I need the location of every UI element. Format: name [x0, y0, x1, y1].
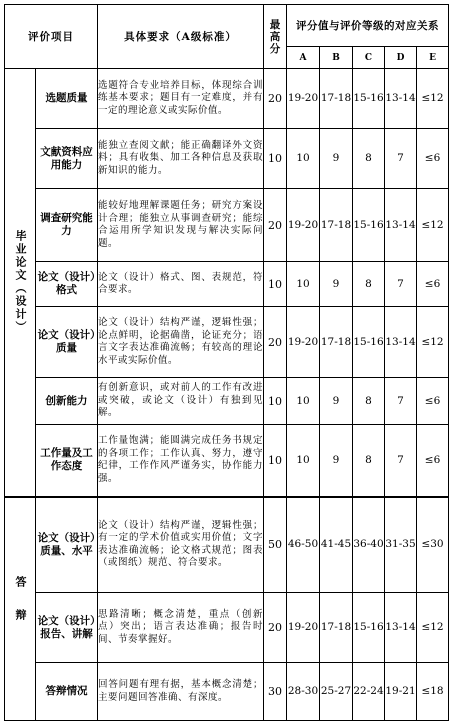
table-row [5, 262, 449, 307]
header-item: 评价项目 [5, 5, 98, 69]
header-row [5, 5, 449, 47]
item-label: 答辩情况 [36, 663, 98, 721]
requirement-text: 回答问题有理有据，基本概念清楚；主要问题回答准确、有深度。 [98, 663, 264, 721]
grade-b: 25-27 [320, 663, 353, 721]
grade-b: 17-18 [320, 189, 353, 262]
grade-e: ≤30 [417, 497, 449, 593]
max-score: 20 [264, 307, 287, 378]
level-c: C [353, 47, 385, 69]
grade-c: 15-16 [353, 189, 385, 262]
grade-a: 10 [287, 378, 320, 425]
requirement-text: 能较好地理解课题任务；研究方案设计合理；能独立从事调查研究；能综合运用所学知识发现与解决实际问题。 [98, 189, 264, 262]
grade-c: 8 [353, 129, 385, 189]
item-label: 工作量及工作态度 [36, 425, 98, 497]
grade-b: 9 [320, 425, 353, 497]
level-e: E [417, 47, 449, 69]
grade-a: 10 [287, 262, 320, 307]
grade-e: ≤12 [417, 69, 449, 129]
max-score: 10 [264, 129, 287, 189]
header-requirements: 具体要求（A级标准） [98, 5, 264, 69]
grade-e: ≤6 [417, 262, 449, 307]
item-label: 文献资料应用能力 [36, 129, 98, 189]
grade-c: 36-40 [353, 497, 385, 593]
grade-c: 8 [353, 425, 385, 497]
grade-e: ≤6 [417, 378, 449, 425]
grade-d: 13-14 [385, 307, 417, 378]
section-label-thesis: 毕业论文（设计） [5, 69, 36, 497]
table-row [5, 69, 449, 129]
item-label: 论文（设计）质量、水平 [36, 497, 98, 593]
grade-a: 10 [287, 425, 320, 497]
max-score: 10 [264, 378, 287, 425]
grade-e: ≤12 [417, 189, 449, 262]
section-label-defense: 答辩 [5, 497, 36, 721]
requirement-text: 论文（设计）结构严谨，逻辑性强；有一定的学术价值或实用价值；文字表达准确流畅；论文格式规范；图表（或图纸）规范、符合要求。 [98, 497, 264, 593]
max-score: 30 [264, 663, 287, 721]
item-label: 论文（设计）格式 [36, 262, 98, 307]
item-label: 调查研究能力 [36, 189, 98, 262]
item-label: 创新能力 [36, 378, 98, 425]
requirement-text: 工作量饱满；能圆满完成任务书规定的各项工作；工作认真、努力，遵守纪律，工作作风严谨务实，协作能力强。 [98, 425, 264, 497]
level-a: A [287, 47, 320, 69]
max-score: 20 [264, 593, 287, 663]
grade-d: 7 [385, 129, 417, 189]
requirement-text: 论文（设计）格式、图、表规范，符合要求。 [98, 262, 264, 307]
table-row [5, 663, 449, 721]
requirement-text: 选题符合专业培养目标，体现综合训练基本要求；题目有一定难度，并有一定的理论意义或实际价值。 [98, 69, 264, 129]
grade-a: 46-50 [287, 497, 320, 593]
max-score: 10 [264, 425, 287, 497]
grade-b: 17-18 [320, 69, 353, 129]
table-row [5, 425, 449, 497]
grade-c: 22-24 [353, 663, 385, 721]
max-score: 20 [264, 69, 287, 129]
grade-b: 41-45 [320, 497, 353, 593]
header-max-score: 最高分 [264, 5, 287, 69]
table-row [5, 497, 449, 593]
grade-a: 10 [287, 129, 320, 189]
grade-b: 17-18 [320, 593, 353, 663]
grade-d: 7 [385, 378, 417, 425]
requirement-text: 有创新意识，或对前人的工作有改进或突破，或论文（设计）有独到见解。 [98, 378, 264, 425]
grade-c: 15-16 [353, 593, 385, 663]
grade-a: 19-20 [287, 307, 320, 378]
table-row [5, 189, 449, 262]
grade-c: 8 [353, 378, 385, 425]
grade-c: 15-16 [353, 69, 385, 129]
grade-b: 9 [320, 129, 353, 189]
grade-d: 31-35 [385, 497, 417, 593]
grade-b: 17-18 [320, 307, 353, 378]
grade-c: 15-16 [353, 307, 385, 378]
item-label: 论文（设计）质量 [36, 307, 98, 378]
evaluation-table [4, 4, 449, 721]
header-grades: 评分值与评价等级的对应关系 [287, 5, 449, 47]
grade-a: 28-30 [287, 663, 320, 721]
grade-d: 13-14 [385, 593, 417, 663]
grade-c: 8 [353, 262, 385, 307]
grade-b: 9 [320, 262, 353, 307]
table-row [5, 593, 449, 663]
grade-b: 9 [320, 378, 353, 425]
grade-d: 13-14 [385, 189, 417, 262]
grade-a: 19-20 [287, 189, 320, 262]
table-row [5, 129, 449, 189]
item-label: 选题质量 [36, 69, 98, 129]
level-b: B [320, 47, 353, 69]
grade-a: 19-20 [287, 69, 320, 129]
grade-d: 19-21 [385, 663, 417, 721]
requirement-text: 能独立查阅文献；能正确翻译外文资料；具有收集、加工各种信息及获取新知识的能力。 [98, 129, 264, 189]
max-score: 50 [264, 497, 287, 593]
requirement-text: 思路清晰；概念清楚，重点（创新点）突出；语言表达准确；报告时间、节奏掌握好。 [98, 593, 264, 663]
grade-d: 7 [385, 425, 417, 497]
grade-a: 19-20 [287, 593, 320, 663]
grade-d: 7 [385, 262, 417, 307]
max-score: 10 [264, 262, 287, 307]
item-label: 论文（设计）报告、讲解 [36, 593, 98, 663]
level-d: D [385, 47, 417, 69]
grade-e: ≤18 [417, 663, 449, 721]
max-score: 20 [264, 189, 287, 262]
grade-e: ≤12 [417, 593, 449, 663]
grade-e: ≤6 [417, 425, 449, 497]
grade-e: ≤6 [417, 129, 449, 189]
table-row [5, 378, 449, 425]
table-row [5, 307, 449, 378]
grade-e: ≤12 [417, 307, 449, 378]
requirement-text: 论文（设计）结构严谨，逻辑性强；论点鲜明，论据确凿，论证充分；语言文字表达准确流畅；有较高的理论水平或实际价值。 [98, 307, 264, 378]
grade-d: 13-14 [385, 69, 417, 129]
